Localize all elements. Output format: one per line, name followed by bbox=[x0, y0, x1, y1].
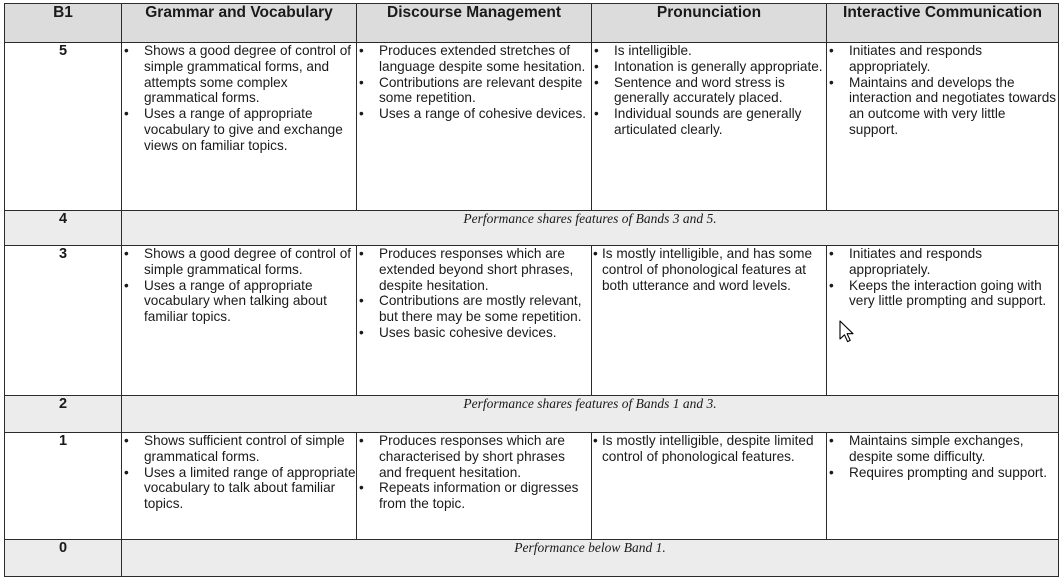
band-5-row bbox=[5, 43, 1059, 211]
descriptor: • Shows sufficient control of simple grammatical forms. bbox=[122, 433, 356, 465]
header-grammar-vocabulary: Grammar and Vocabulary bbox=[122, 4, 357, 43]
band-5-interactive-cell bbox=[827, 43, 1059, 211]
descriptor: • Produces extended stretches of language despite some hesitation. bbox=[357, 43, 591, 75]
band-1-grammar-cell bbox=[122, 433, 357, 540]
descriptor: • Initiates and responds appropriately. bbox=[827, 43, 1058, 75]
mouse-pointer-icon bbox=[839, 320, 855, 344]
band-number: 3 bbox=[5, 246, 122, 396]
band-5-pronunciation-cell bbox=[592, 43, 827, 211]
band-number: 5 bbox=[5, 43, 122, 211]
descriptor: • Maintains simple exchanges, despite some difficulty. bbox=[827, 433, 1058, 465]
band-number: 4 bbox=[5, 211, 122, 246]
band-4-row bbox=[5, 211, 1059, 246]
assessment-rubric-table bbox=[4, 3, 1059, 577]
band-0-row bbox=[5, 540, 1059, 577]
descriptor: • Keeps the interaction going with very little prompting and support. bbox=[827, 278, 1058, 310]
descriptor: • Produces responses which are characterised by short phrases and frequent hesitation. bbox=[357, 433, 591, 480]
descriptor: • Is mostly intelligible, despite limited control of phonological features. bbox=[592, 433, 826, 465]
band-3-discourse-cell bbox=[357, 246, 592, 396]
band-5-discourse-cell bbox=[357, 43, 592, 211]
band-3-row bbox=[5, 246, 1059, 396]
band-1-discourse-cell bbox=[357, 433, 592, 540]
band-3-pronunciation-cell bbox=[592, 246, 827, 396]
descriptor: • Is intelligible. bbox=[592, 43, 826, 59]
descriptor: • Uses a range of appropriate vocabulary when talking about familiar topics. bbox=[122, 278, 356, 325]
shared-features-note: Performance shares features of Bands 3 and 5. bbox=[122, 211, 1059, 246]
descriptor: • Contributions are mostly relevant, but there may be some repetition. bbox=[357, 293, 591, 325]
descriptor: • Initiates and responds appropriately. bbox=[827, 246, 1058, 278]
descriptor: • Individual sounds are generally articulated clearly. bbox=[592, 106, 826, 138]
descriptor: • Is mostly intelligible, and has some control of phonological features at both utterance and word levels. bbox=[592, 246, 826, 293]
descriptor: • Repeats information or digresses from the topic. bbox=[357, 480, 591, 512]
band-1-row bbox=[5, 433, 1059, 540]
descriptor: • Requires prompting and support. bbox=[827, 465, 1058, 481]
header-interactive-communication: Interactive Communication bbox=[827, 4, 1059, 43]
descriptor: • Produces responses which are extended beyond short phrases, despite hesitation. bbox=[357, 246, 591, 293]
band-number: 0 bbox=[5, 540, 122, 577]
descriptor: • Contributions are relevant despite some repetition. bbox=[357, 75, 591, 107]
descriptor: • Shows a good degree of control of simple grammatical forms, and attempts some complex grammatical forms. bbox=[122, 43, 356, 106]
band-3-grammar-cell bbox=[122, 246, 357, 396]
band-2-row bbox=[5, 396, 1059, 433]
header-pronunciation: Pronunciation bbox=[592, 4, 827, 43]
descriptor: • Uses a limited range of appropriate vocabulary to talk about familiar topics. bbox=[122, 465, 356, 512]
header-level: B1 bbox=[5, 4, 122, 43]
band-3-interactive-cell bbox=[827, 246, 1059, 396]
shared-features-note: Performance below Band 1. bbox=[122, 540, 1059, 577]
header-row bbox=[5, 4, 1059, 43]
descriptor: • Maintains and develops the interaction and negotiates towards an outcome with very little support. bbox=[827, 75, 1058, 138]
band-1-interactive-cell bbox=[827, 433, 1059, 540]
shared-features-note: Performance shares features of Bands 1 and 3. bbox=[122, 396, 1059, 433]
descriptor: • Intonation is generally appropriate. bbox=[592, 59, 826, 75]
descriptor: • Shows a good degree of control of simple grammatical forms. bbox=[122, 246, 356, 278]
header-discourse-management: Discourse Management bbox=[357, 4, 592, 43]
band-1-pronunciation-cell bbox=[592, 433, 827, 540]
descriptor: • Uses basic cohesive devices. bbox=[357, 325, 591, 341]
band-number: 1 bbox=[5, 433, 122, 540]
descriptor: • Sentence and word stress is generally accurately placed. bbox=[592, 75, 826, 107]
band-number: 2 bbox=[5, 396, 122, 433]
descriptor: • Uses a range of cohesive devices. bbox=[357, 106, 591, 122]
band-5-grammar-cell bbox=[122, 43, 357, 211]
descriptor: • Uses a range of appropriate vocabulary to give and exchange views on familiar topics. bbox=[122, 106, 356, 153]
